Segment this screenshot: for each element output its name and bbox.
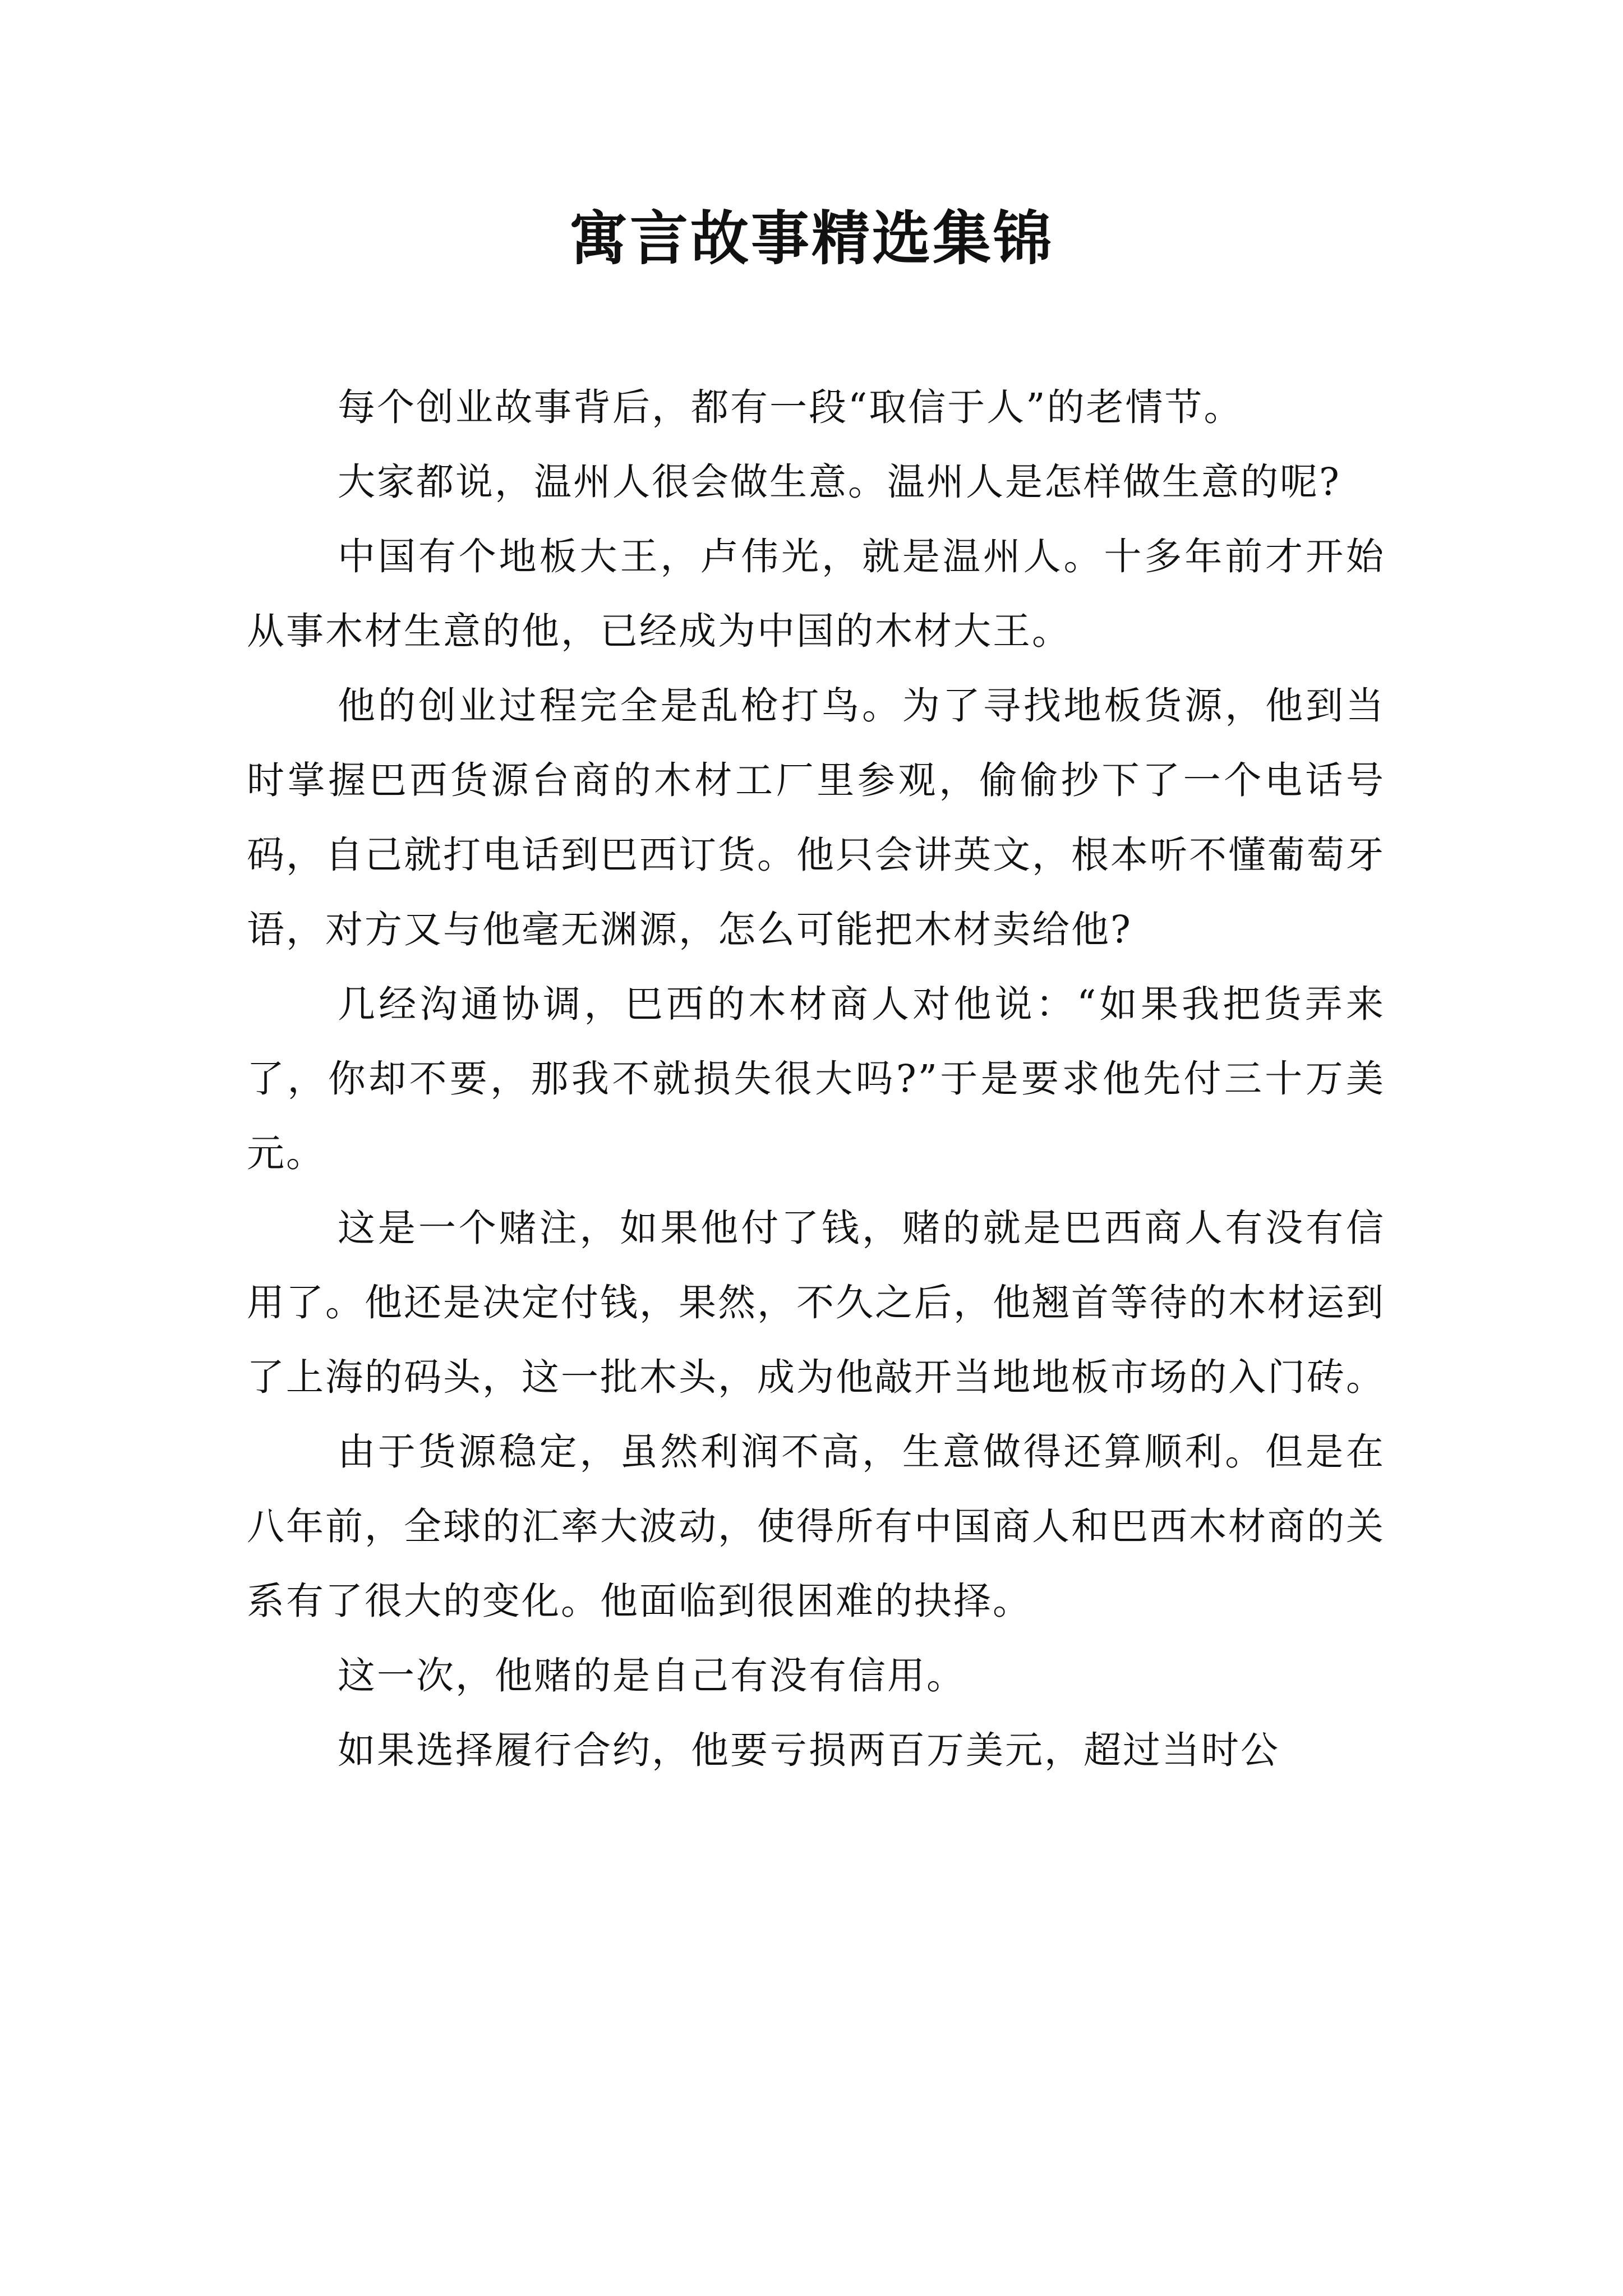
paragraph: 如果选择履行合约，他要亏损两百万美元，超过当时公 xyxy=(338,1728,1280,1772)
document-body xyxy=(247,370,1385,1788)
paragraph: 中国有个地板大王，卢伟光，就是温州人。十多年前才开始从事木材生意的他，已经成为中国的木材大王。 xyxy=(247,535,1385,653)
paragraph: 每个创业故事背后，都有一段“取信于人”的老情节。 xyxy=(338,385,1243,429)
paragraph: 大家都说，温州人很会做生意。温州人是怎样做生意的呢? xyxy=(338,460,1341,504)
paragraph: 这是一个赌注，如果他付了钱，赌的就是巴西商人有没有信用了。他还是决定付钱，果然，不久之后，他翘首等待的木材运到了上海的码头，这一批木头，成为他敲开当地地板市场的入门砖。 xyxy=(247,1206,1385,1399)
document-title: 寓言故事精选集锦 xyxy=(569,204,1054,273)
paragraph: 几经沟通协调，巴西的木材商人对他说：“如果我把货弄来了，你却不要，那我不就损失很大吗?”于是要求他先付三十万美元。 xyxy=(247,982,1385,1175)
paragraph: 由于货源稳定，虽然利润不高，生意做得还算顺利。但是在八年前，全球的汇率大波动，使得所有中国商人和巴西木材商的关系有了很大的变化。他面临到很困难的抉择。 xyxy=(247,1430,1385,1623)
paragraph: 他的创业过程完全是乱枪打鸟。为了寻找地板货源，他到当时掌握巴西货源台商的木材工厂里参观，偷偷抄下了一个电话号码，自己就打电话到巴西订货。他只会讲英文，根本听不懂葡萄牙语，对方又与他毫无渊源，怎么可能把木材卖给他? xyxy=(247,684,1385,951)
paragraph: 这一次，他赌的是自己有没有信用。 xyxy=(338,1654,966,1697)
